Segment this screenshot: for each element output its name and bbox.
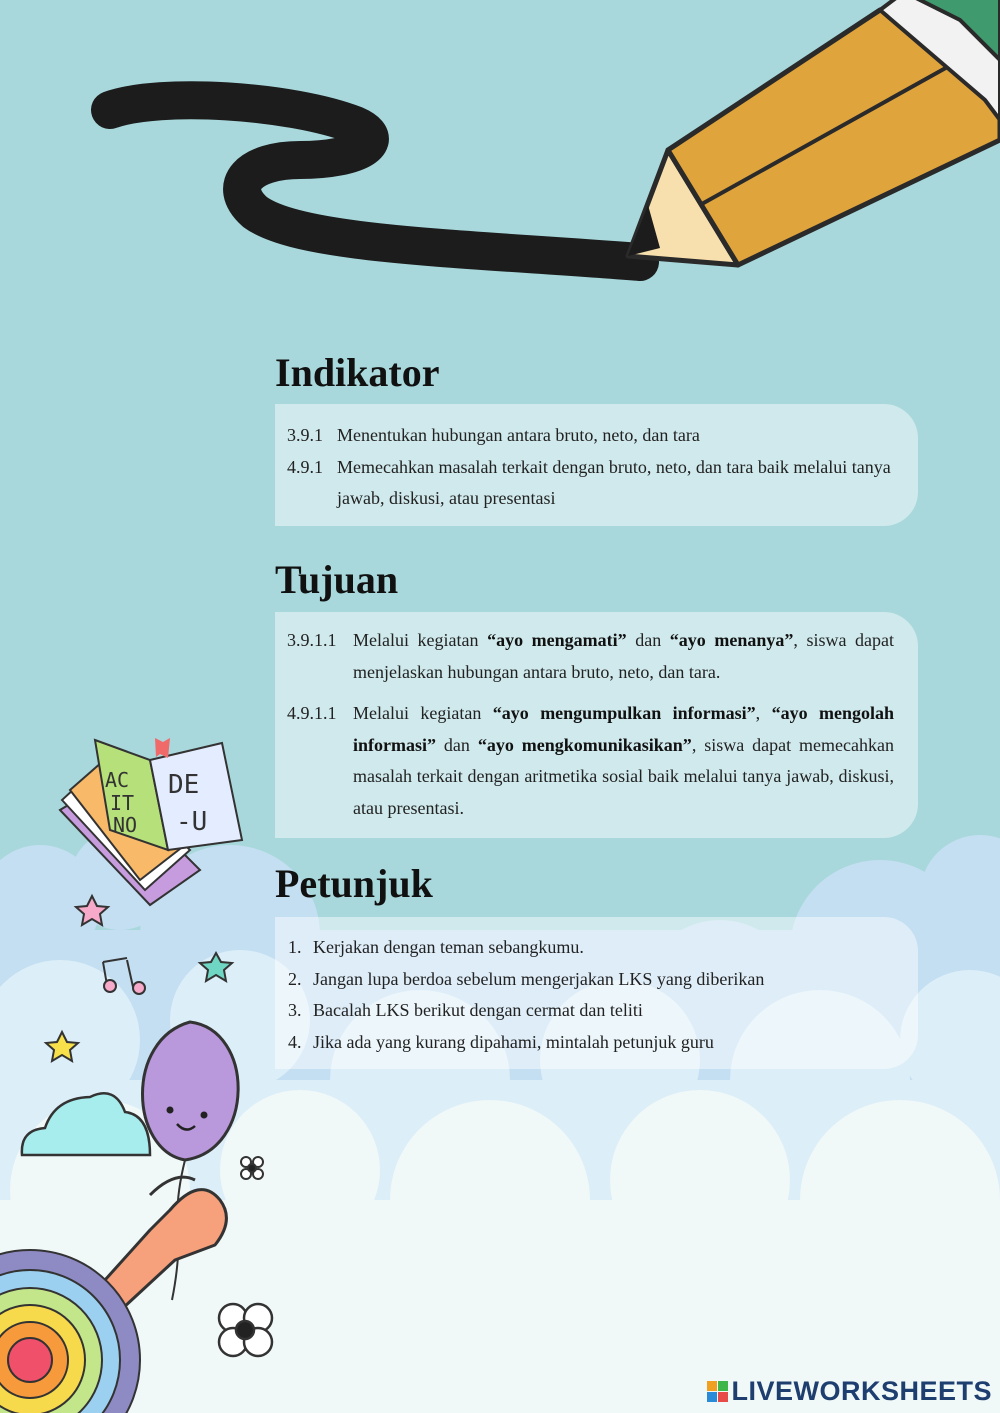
petunjuk-item	[288, 995, 902, 1027]
book-right-letters: DE	[168, 770, 200, 800]
indikator-item-number: 4.9.1	[287, 456, 323, 477]
petunjuk-item-text: Jangan lupa berdoa sebelum mengerjakan LKS yang diberikan	[313, 968, 765, 989]
tujuan-item-text: Melalui kegiatan “ayo mengamati” dan “ayo menanya”, siswa dapat menjelaskan hubungan antara bruto, neto, dan tara.	[353, 630, 894, 682]
indikator-item-number: 3.9.1	[287, 425, 323, 445]
svg-text:NO: NO	[113, 813, 138, 837]
petunjuk-item-text: Bacalah LKS berikut dengan cermat dan teliti	[313, 1000, 643, 1020]
indikator-title: Indikator	[275, 350, 440, 395]
tujuan-title: Tujuan	[275, 557, 399, 602]
petunjuk-item-text: Jika ada yang kurang dipahami, mintalah petunjuk guru	[313, 1031, 714, 1052]
liveworksheets-mark-icon	[707, 1381, 728, 1402]
indikator-item-text: Menentukan hubungan antara bruto, neto, dan tara	[337, 425, 700, 445]
svg-text:-U: -U	[176, 807, 208, 837]
petunjuk-item-number: 1.	[288, 937, 302, 957]
tujuan-item-number: 4.9.1.1	[287, 703, 337, 723]
tujuan-item	[287, 698, 894, 824]
petunjuk-card	[275, 917, 918, 1069]
petunjuk-item	[288, 932, 902, 964]
petunjuk-item-number: 2.	[288, 968, 302, 989]
tujuan-item-text: Melalui kegiatan “ayo mengumpulkan informasi”, “ayo mengolah informasi” dan “ayo mengkomunikasikan”, siswa dapat memecahkan masalah terkait dengan aritmetika sosial baik melalui tanya jawab, diskusi, atau presentasi.	[353, 703, 894, 818]
flower-icon	[219, 1304, 272, 1356]
petunjuk-item	[288, 1027, 902, 1059]
petunjuk-item-number: 3.	[288, 1000, 302, 1020]
tujuan-item	[287, 625, 894, 688]
book-left-letters: AC	[105, 768, 130, 792]
petunjuk-item	[288, 964, 902, 996]
indikator-item-text: Memecahkan masalah terkait dengan bruto, neto, dan tara baik melalui tanya jawab, diskusi, atau presentasi	[337, 456, 891, 508]
petunjuk-item-number: 4.	[288, 1031, 302, 1052]
petunjuk-item-text: Kerjakan dengan teman sebangkumu.	[313, 937, 584, 957]
svg-text:IT: IT	[110, 791, 135, 815]
indikator-item	[287, 452, 902, 515]
indikator-item	[287, 420, 902, 452]
tujuan-item-number: 3.9.1.1	[287, 630, 337, 650]
tujuan-card	[275, 612, 918, 838]
liveworksheets-wordmark: LIVEWORKSHEETS	[731, 1376, 992, 1406]
liveworksheets-logo	[707, 1376, 992, 1407]
indikator-card	[275, 404, 918, 526]
petunjuk-title: Petunjuk	[275, 861, 433, 906]
